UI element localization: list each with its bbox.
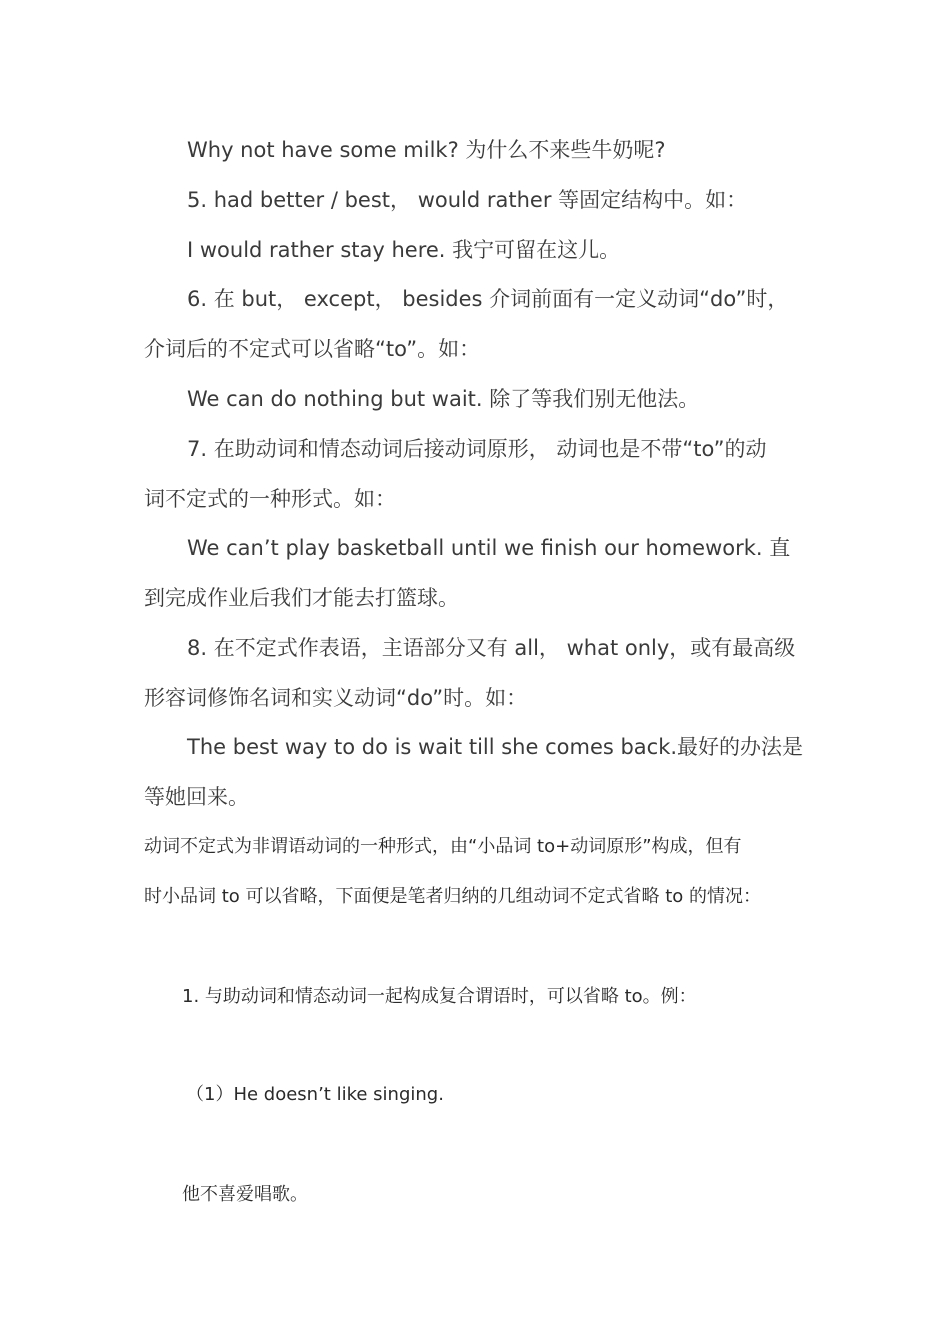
rule-7-continuation: 词不定式的一种形式。如：: [144, 487, 396, 511]
rule-8-continuation: 形容词修饰名词和实义动词“do”时。如：: [144, 686, 528, 710]
example-basketball-continuation: 到完成作业后我们才能去打篮球。: [144, 586, 459, 610]
example-wait: We can do nothing but wait. 除了等我们别无他法。: [187, 387, 700, 411]
intro-paragraph-line-2: 时小品词 to 可以省略，下面便是笔者归纳的几组动词不定式省略 to 的情况：: [144, 886, 762, 907]
intro-paragraph-line-1: 动词不定式为非谓语动词的一种形式，由“小品词 to+动词原形”构成，但有: [144, 836, 742, 857]
example-best-way: The best way to do is wait till she comes back.最好的办法是: [187, 735, 804, 759]
section-1-heading: 1. 与助动词和情态动词一起构成复合谓语时，可以省略 to。例：: [182, 986, 697, 1007]
rule-8-heading: 8. 在不定式作表语，主语部分又有 all， what only，或有最高级: [187, 636, 796, 660]
example-singing-translation: 他不喜爱唱歌。: [182, 1184, 308, 1205]
rule-6-heading: 6. 在 but， except， besides 介词前面有一定义动词“do”时，: [187, 287, 789, 311]
example-milk: Why not have some milk? 为什么不来些牛奶呢?: [187, 138, 666, 162]
rule-6-continuation: 介词后的不定式可以省略“to”。如：: [144, 337, 481, 361]
rule-5-heading: 5. had better / best， would rather 等固定结构中。如：: [187, 188, 748, 212]
example-singing: （1）He doesn’t like singing.: [186, 1084, 444, 1105]
example-basketball: We can’t play basketball until we finish our homework. 直: [187, 536, 791, 560]
example-best-way-continuation: 等她回来。: [144, 785, 249, 809]
rule-7-heading: 7. 在助动词和情态动词后接动词原形， 动词也是不带“to”的动: [187, 437, 767, 461]
example-rather: I would rather stay here. 我宁可留在这儿。: [187, 238, 621, 262]
